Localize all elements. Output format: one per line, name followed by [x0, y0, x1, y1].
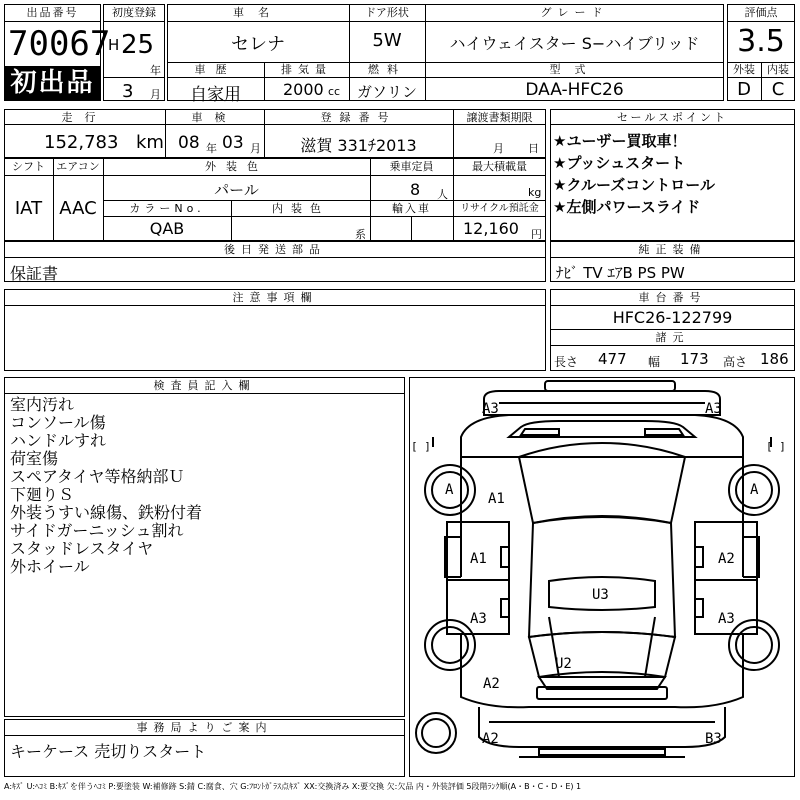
dimensions-label: 諸元 — [655, 331, 690, 344]
reg-year: 25 — [121, 30, 155, 60]
grade: ハイウェイスター S−ハイブリッド — [449, 34, 700, 53]
legend: A:ｷｽﾞ U:ﾍｺﾐ B:ｷｽﾞを伴うﾍｺﾐ P:要塗装 W:補修跡 S:錆 C:腐食、穴 G:ﾌﾛﾝﾄｶﾞﾗｽ点ｷｽﾞ XX:交換済み X:要交換 欠:欠品 内・外装評価 5段階ﾗﾝｸ順(A・B・C・D・E) 1 — [4, 782, 582, 791]
inspection-year: 08 — [178, 133, 200, 153]
chassis-label: 車台番号 — [638, 291, 707, 304]
notes-label: 注意事項欄 — [232, 291, 318, 304]
selling-points-list — [553, 130, 715, 218]
ac-label: エアコン — [56, 160, 100, 173]
history-label: 車歴 — [194, 63, 237, 76]
equipment-label: 純正装備 — [638, 243, 707, 256]
mark-door-right-front: A2 — [718, 551, 735, 567]
displacement-label: 排気量 — [281, 63, 332, 76]
chassis-number: HFC26-122799 — [612, 308, 733, 327]
color-no: QAB — [149, 219, 185, 238]
interior-label: 内装 — [767, 63, 789, 76]
mark-rear-left: A2 — [482, 731, 499, 747]
inspector-item: サイドガーニッシュ割れ — [10, 521, 184, 540]
plate-label: 登録番号 — [320, 111, 397, 124]
inspector-item: スタッドレスタイヤ — [10, 539, 154, 558]
selling-point-item: ★プッシュスタート — [553, 154, 686, 172]
mark-door-left-rear: A3 — [470, 611, 487, 627]
capacity-label: 乗車定員 — [389, 160, 434, 173]
mark-rear-right: B3 — [705, 731, 722, 747]
door: 5W — [372, 30, 402, 51]
first-reg-label: 初度登録 — [112, 6, 156, 19]
mark-pillar-left: A1 — [488, 491, 505, 507]
mark-door-left-front: A1 — [470, 551, 487, 567]
fuel-label: 燃料 — [368, 63, 406, 76]
height: 186 — [760, 350, 789, 368]
inspector-item: 室内汚れ — [10, 395, 75, 414]
mileage-label: 走行 — [61, 111, 108, 124]
mark-rear-floor: U2 — [555, 656, 572, 672]
later-docs: 保証書 — [10, 264, 59, 283]
length: 477 — [598, 350, 627, 368]
length-label: 長さ — [554, 355, 579, 369]
shift: IAT — [14, 198, 43, 219]
car-name-label: 車名 — [233, 6, 283, 19]
mark-door-right-rear: A3 — [718, 611, 735, 627]
first-listing-badge: 初出品 — [4, 66, 101, 101]
car-name: セレナ — [231, 34, 285, 55]
import-label: 輸入車 — [392, 202, 431, 215]
score-label: 評価点 — [744, 6, 778, 19]
mark-left-bracket: [ ] — [411, 440, 431, 453]
color-label: 外装色 — [205, 160, 268, 173]
max-load-unit: kg — [528, 186, 542, 199]
mark-front-right: A3 — [705, 401, 722, 417]
selling-point-item: ★ユーザー買取車！ — [553, 132, 687, 150]
recycle-unit: 円 — [531, 228, 542, 241]
displacement: 2000 — [283, 80, 324, 99]
capacity-unit: 人 — [437, 188, 448, 201]
exterior-grade: D — [737, 79, 751, 100]
ac: AAC — [59, 198, 97, 219]
mark-right-bracket: [ ] — [766, 440, 786, 453]
era: H — [108, 36, 120, 54]
office-label: 事務局よりご案内 — [136, 721, 273, 734]
height-label: 高さ — [723, 355, 748, 369]
model-label: 型式 — [549, 63, 600, 76]
later-docs-label: 後日発送部品 — [224, 243, 326, 256]
displacement-unit: cc — [328, 85, 341, 98]
inspector-item: スペアタイヤ等格納部Ｕ — [10, 467, 185, 486]
inspector-label: 検査員記入欄 — [153, 379, 256, 392]
interior-color-label: 内装色 — [272, 202, 329, 215]
reg-month: 3 — [122, 81, 134, 102]
selling-points-label: セールスポイント — [616, 111, 728, 124]
history: 自家用 — [190, 85, 241, 105]
inspector-item: コンソール傷 — [10, 413, 106, 432]
inspection-month-unit: 月 — [250, 142, 261, 155]
office-message: キーケース 売切りスタート — [10, 742, 207, 761]
interior-color-unit: 系 — [355, 228, 366, 241]
mark-wheel-fl: A — [445, 482, 454, 498]
inspector-item: 外装うすい線傷、鉄粉付着 — [10, 503, 203, 522]
transfer-month-unit: 月 — [493, 142, 504, 155]
equipment: ﾅﾋﾞ TV ｴｱB PS PW — [556, 264, 685, 282]
color: パール — [214, 181, 259, 199]
inspector-item: 下廻りＳ — [10, 485, 75, 504]
transfer-label: 譲渡書類期限 — [466, 111, 533, 124]
mark-wheel-fr: A — [750, 482, 759, 498]
capacity: 8 — [410, 180, 421, 199]
recycle-label: リサイクル預託金 — [460, 203, 539, 214]
inspector-item: ハンドルすれ — [10, 431, 107, 450]
mark-front-left: A3 — [482, 401, 499, 417]
inspector-item: 外ホイール — [10, 557, 90, 576]
inspector-item: 荷室傷 — [10, 449, 59, 468]
lot-number-label: 出品番号 — [26, 6, 79, 19]
inspection-month: 03 — [222, 133, 244, 153]
shift-label: シフト — [12, 160, 45, 173]
interior-grade: C — [771, 79, 785, 100]
fuel: ガソリン — [356, 83, 417, 101]
reg-year-unit: 年 — [150, 64, 161, 77]
color-no-label: カラーNo. — [129, 202, 205, 215]
mark-rear-left-quarter: A2 — [483, 676, 500, 692]
recycle: 12,160 — [463, 219, 519, 238]
mileage: 152,783 — [44, 132, 119, 153]
width: 173 — [680, 350, 709, 368]
lot-number: 70067 — [8, 24, 111, 64]
model: DAA-HFC26 — [525, 80, 624, 100]
mileage-unit: km — [136, 132, 164, 153]
score: 3.5 — [737, 24, 785, 59]
exterior-label: 外装 — [733, 63, 755, 76]
transfer-day-unit: 日 — [528, 142, 539, 155]
plate: 滋賀 331ﾁ2013 — [300, 136, 417, 155]
grade-label: グレード — [540, 6, 609, 19]
inspection-label: 車検 — [191, 111, 238, 124]
max-load-label: 最大積載量 — [472, 160, 527, 173]
selling-point-item: ★左側パワースライド — [553, 198, 701, 216]
selling-point-item: ★クルーズコントロール — [553, 176, 715, 194]
mark-roof: U3 — [592, 587, 609, 603]
inspection-year-unit: 年 — [206, 142, 217, 155]
inspector-list — [10, 396, 202, 576]
door-label: ドア形状 — [365, 6, 409, 19]
car-outline — [409, 377, 795, 777]
reg-month-unit: 月 — [150, 88, 161, 101]
width-label: 幅 — [648, 355, 661, 369]
